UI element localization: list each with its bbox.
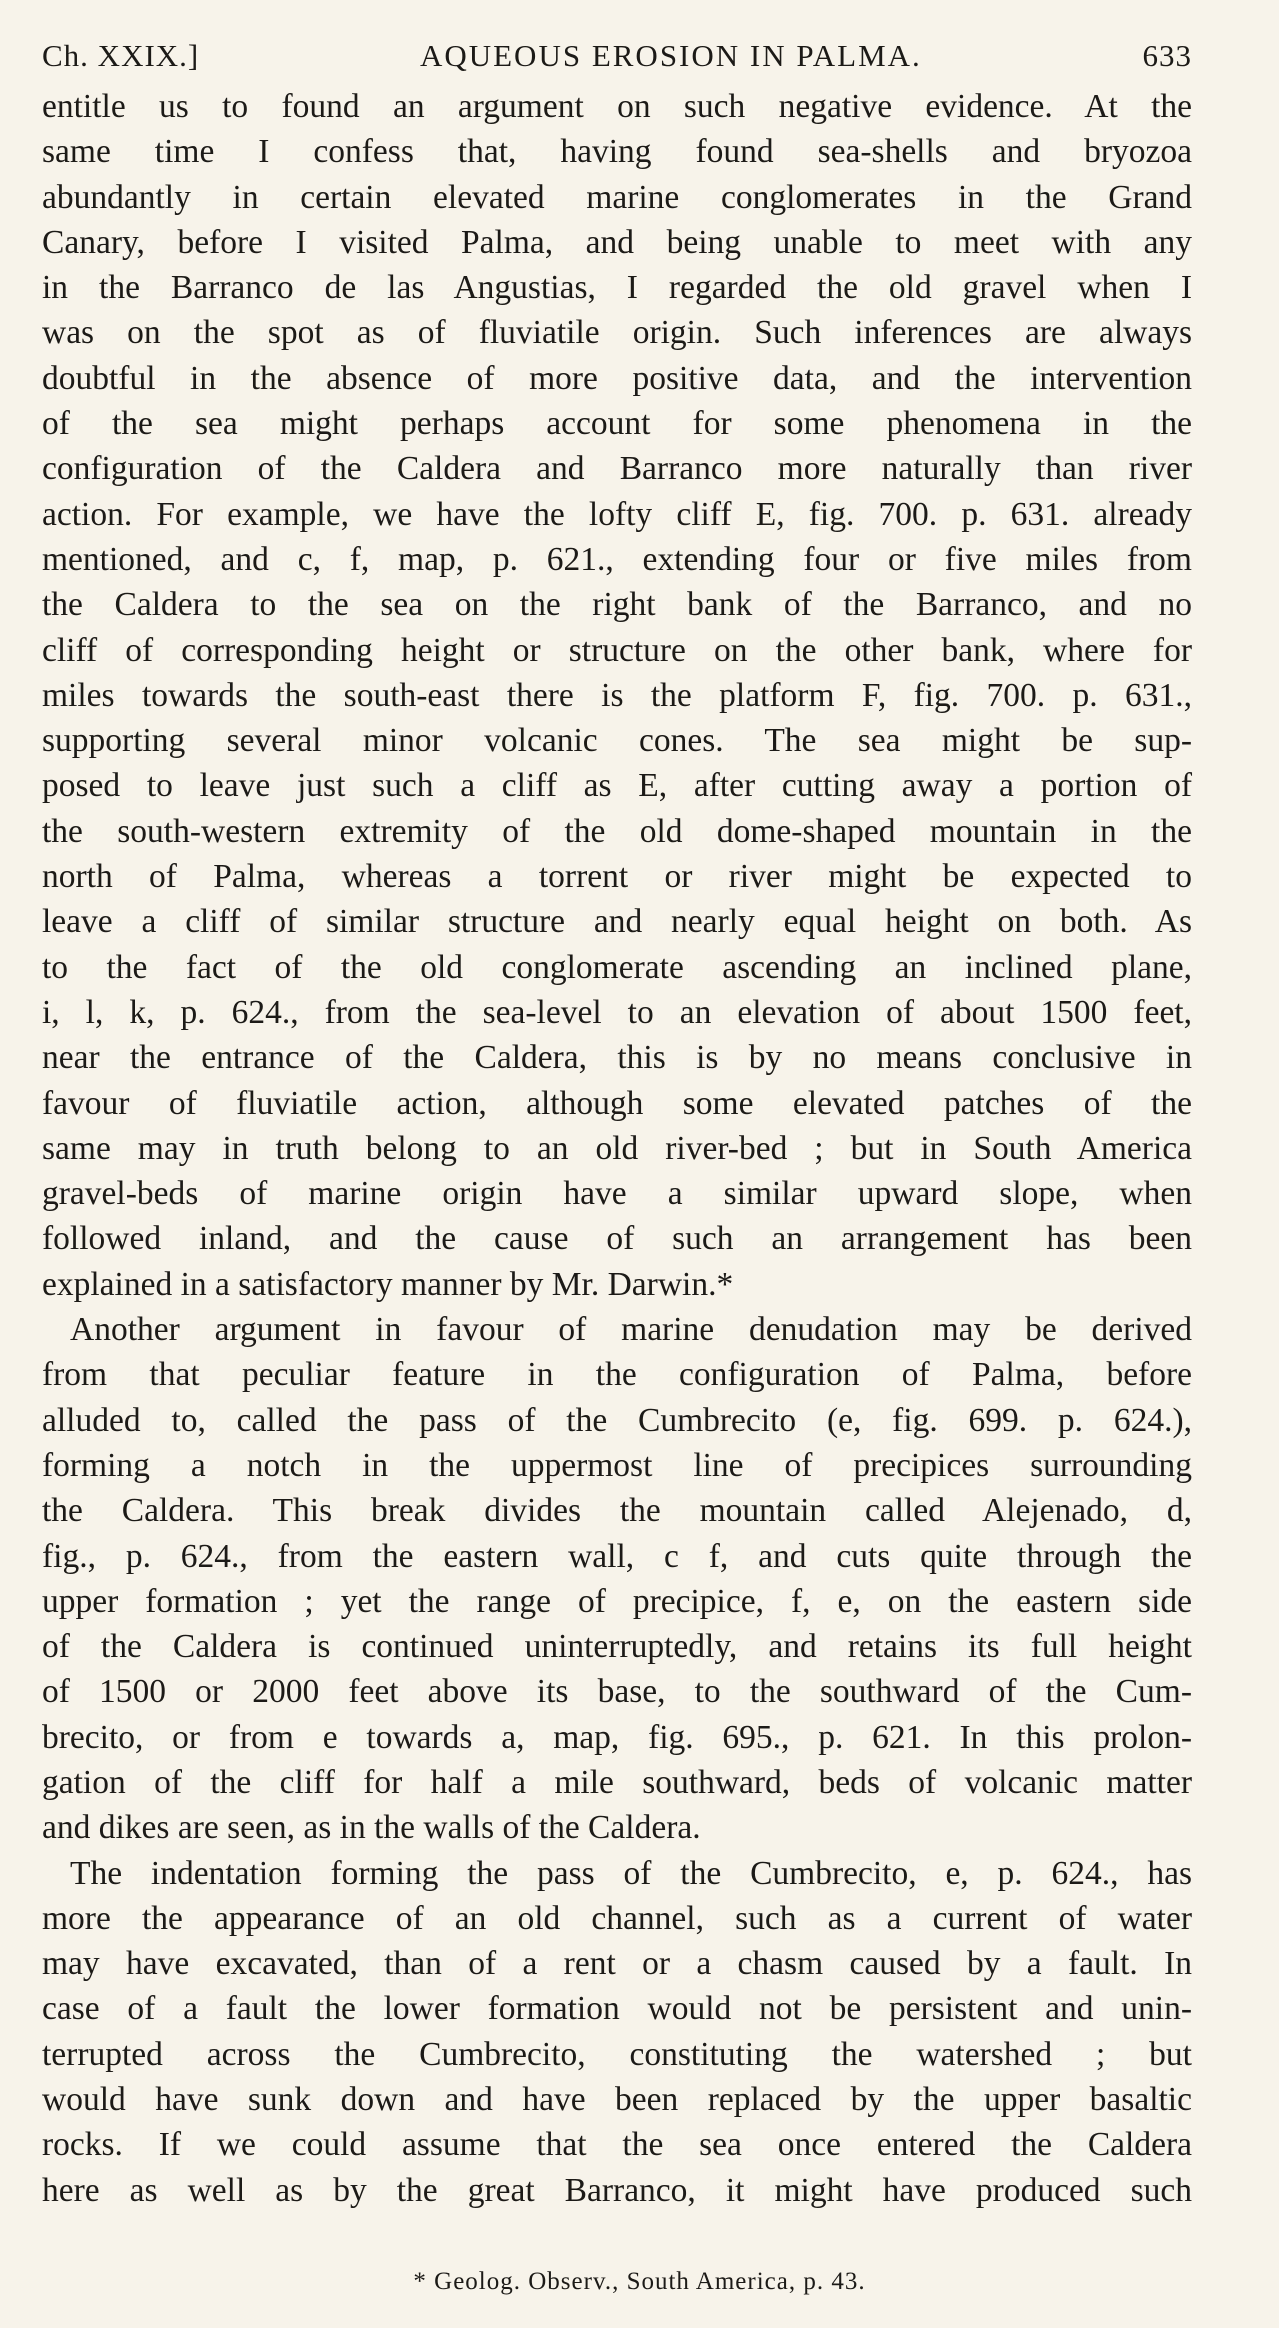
text-line: fig., p. 624., from the eastern wall, c f, and cuts quite through the xyxy=(42,1537,1192,1575)
text-line: action. For example, we have the lofty cliff E, fig. 700. p. 631. already xyxy=(42,495,1192,533)
text-line: to the fact of the old conglomerate ascending an inclined plane, xyxy=(42,948,1192,986)
text-line: case of a fault the lower formation would not be persistent and unin- xyxy=(42,1990,1192,2028)
footnote: * Geolog. Observ., South America, p. 43. xyxy=(413,2268,866,2295)
text-line: upper formation ; yet the range of precipice, f, e, on the eastern side xyxy=(42,1582,1192,1620)
text-line: the south-western extremity of the old dome-shaped mountain in the xyxy=(42,812,1192,850)
text-line: was on the spot as of fluviatile origin. Such inferences are always xyxy=(42,314,1192,352)
text-line: brecito, or from e towards a, map, fig. 695., p. 621. In this prolon- xyxy=(42,1718,1192,1756)
page-number: 633 xyxy=(1142,38,1192,73)
text-line: alluded to, called the pass of the Cumbrecito (e, fig. 699. p. 624.), xyxy=(42,1401,1192,1439)
text-line: abundantly in certain elevated marine conglomerates in the Grand xyxy=(42,178,1192,216)
page-title: AQUEOUS EROSION IN PALMA. xyxy=(419,38,922,73)
text-line: would have sunk down and have been replaced by the upper basaltic xyxy=(42,2081,1192,2119)
text-line: terrupted across the Cumbrecito, constituting the watershed ; but xyxy=(42,2035,1192,2073)
text-line: more the appearance of an old channel, such as a current of water xyxy=(42,1899,1192,1937)
text-line: same may in truth belong to an old river-bed ; but in South America xyxy=(42,1129,1192,1167)
text-line: explained in a satisfactory manner by Mr. Darwin.* xyxy=(42,1265,734,1303)
text-line: Canary, before I visited Palma, and being unable to meet with any xyxy=(42,223,1192,261)
text-line: posed to leave just such a cliff as E, after cutting away a portion of xyxy=(42,767,1192,805)
text-line: favour of fluviatile action, although some elevated patches of the xyxy=(42,1084,1192,1122)
text-line: Another argument in favour of marine denudation may be derived xyxy=(70,1311,1192,1349)
chapter-label: Ch. XXIX.] xyxy=(42,38,200,73)
text-line: in the Barranco de las Angustias, I regarded the old gravel when I xyxy=(42,269,1192,307)
text-line: here as well as by the great Barranco, it might have produced such xyxy=(42,2171,1192,2209)
text-line: the Caldera. This break divides the mountain called Alejenado, d, xyxy=(42,1492,1192,1530)
text-line: the Caldera to the sea on the right bank of the Barranco, and no xyxy=(42,586,1192,624)
body-text xyxy=(42,84,1192,2213)
text-line: same time I confess that, having found sea-shells and bryozoa xyxy=(42,133,1192,171)
text-line: and dikes are seen, as in the walls of the Caldera. xyxy=(42,1809,701,1847)
text-line: of the Caldera is continued uninterruptedly, and retains its full height xyxy=(42,1628,1192,1666)
text-line: gravel-beds of marine origin have a similar upward slope, when xyxy=(42,1175,1192,1213)
text-line: doubtful in the absence of more positive data, and the intervention xyxy=(42,359,1192,397)
text-line: near the entrance of the Caldera, this is by no means conclusive in xyxy=(42,1039,1192,1077)
text-line: followed inland, and the cause of such an arrangement has been xyxy=(42,1220,1192,1258)
text-line: configuration of the Caldera and Barranco more naturally than river xyxy=(42,450,1192,488)
text-line: i, l, k, p. 624., from the sea-level to an elevation of about 1500 feet, xyxy=(42,993,1192,1031)
text-line: entitle us to found an argument on such negative evidence. At the xyxy=(42,88,1192,125)
text-line: rocks. If we could assume that the sea once entered the Caldera xyxy=(42,2126,1192,2164)
text-line: cliff of corresponding height or structure on the other bank, where for xyxy=(42,631,1192,669)
text-line: of the sea might perhaps account for some phenomena in the xyxy=(42,405,1192,443)
text-line: of 1500 or 2000 feet above its base, to the southward of the Cum- xyxy=(42,1673,1192,1711)
text-line: mentioned, and c, f, map, p. 621., extending four or five miles from xyxy=(42,540,1192,578)
text-line: gation of the cliff for half a mile southward, beds of volcanic matter xyxy=(42,1763,1192,1801)
text-line: leave a cliff of similar structure and nearly equal height on both. As xyxy=(42,903,1192,941)
book-page xyxy=(42,36,1192,2213)
text-line: north of Palma, whereas a torrent or river might be expected to xyxy=(42,858,1192,896)
text-line: may have excavated, than of a rent or a chasm caused by a fault. In xyxy=(42,1945,1192,1983)
text-line: supporting several minor volcanic cones. The sea might be sup- xyxy=(42,722,1192,760)
running-head xyxy=(42,36,1192,76)
text-line: miles towards the south-east there is the platform F, fig. 700. p. 631., xyxy=(42,676,1192,714)
text-line: from that peculiar feature in the configuration of Palma, before xyxy=(42,1356,1192,1394)
text-line: The indentation forming the pass of the Cumbrecito, e, p. 624., has xyxy=(70,1854,1192,1892)
text-line: forming a notch in the uppermost line of precipices surrounding xyxy=(42,1446,1192,1484)
